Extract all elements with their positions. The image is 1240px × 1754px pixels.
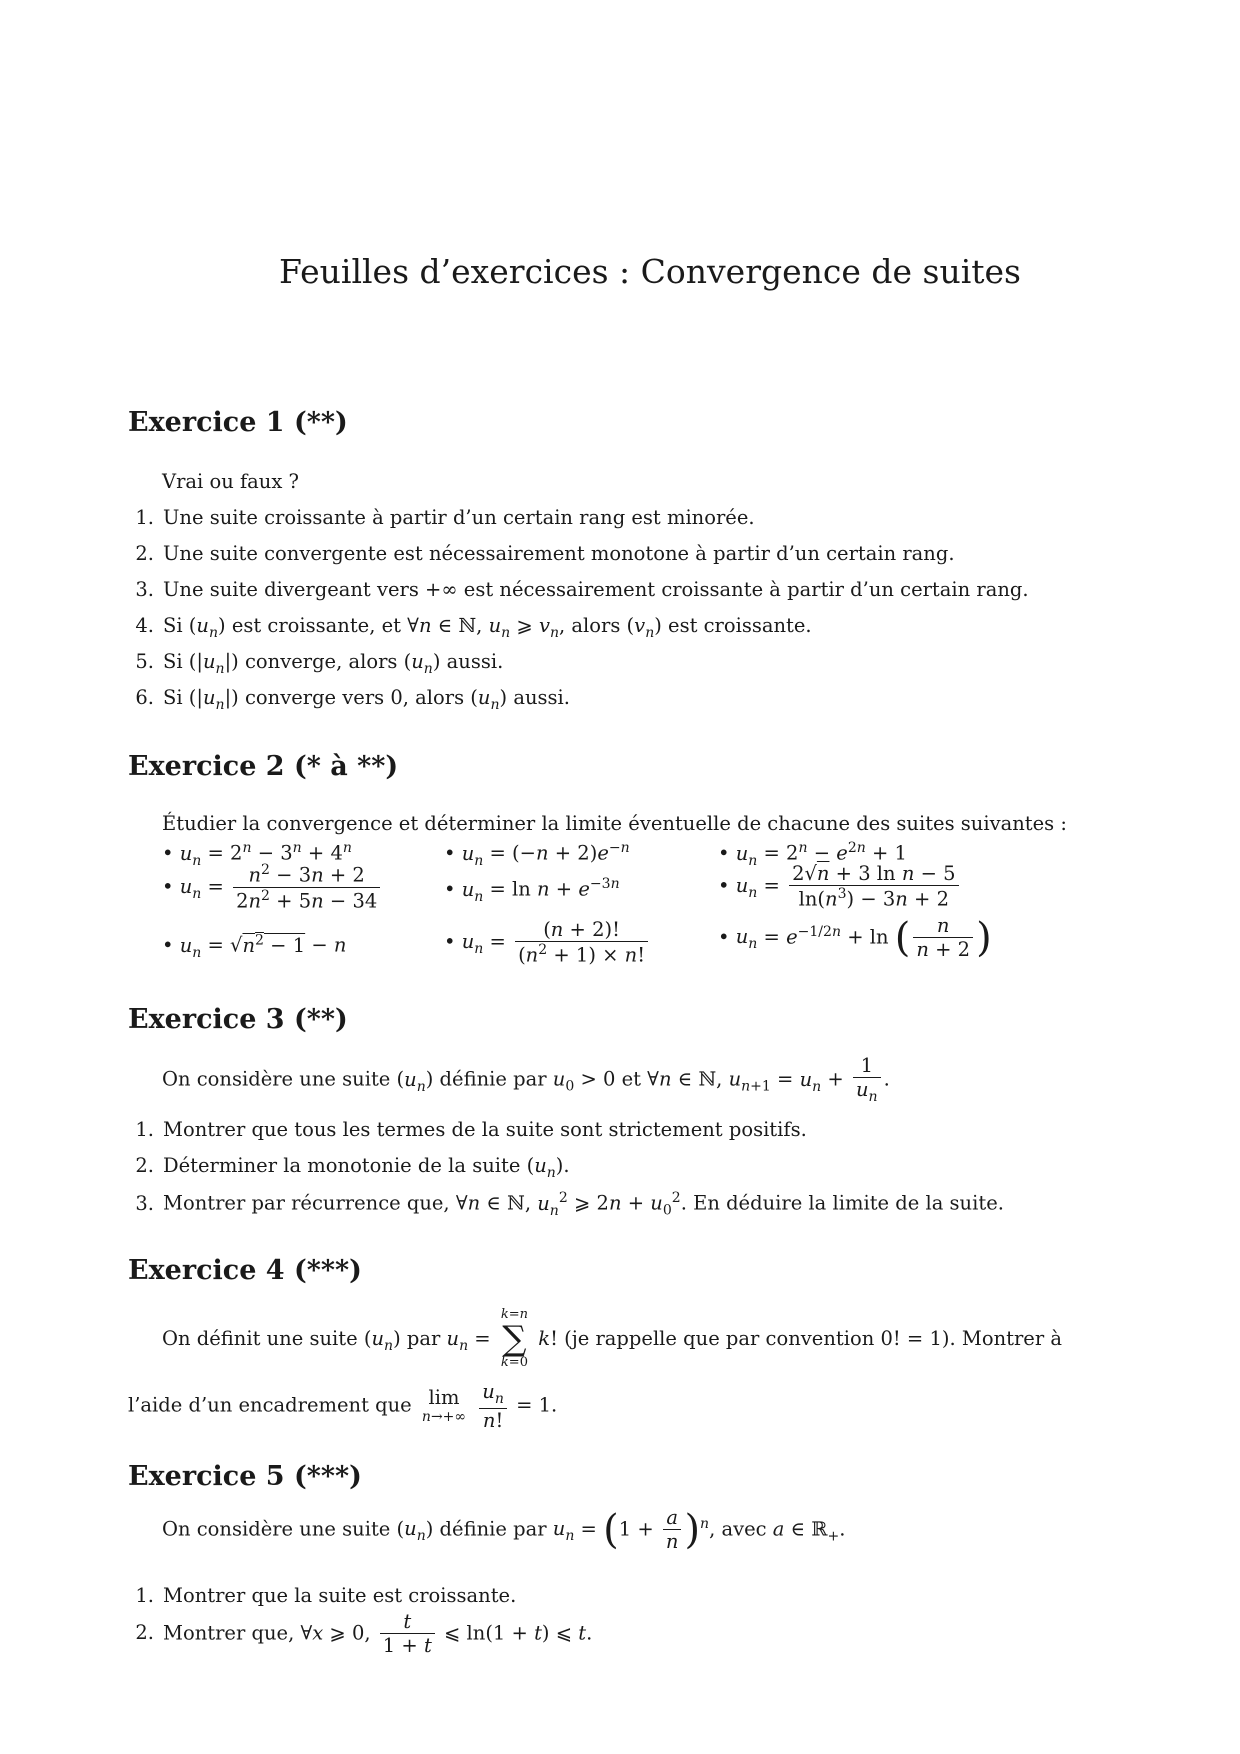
sequence-formula: • $u_n = √n^2 - 1 - n$ [162,932,347,961]
exercise-4-text-b: l’aide d’un encadrement que lim n→+∞ $\frac{u_n}{n!}$ = 1. [128,1380,558,1432]
sequence-formula: • $u_n = \ln n + e^{-3n}$ [444,876,620,905]
page-title: Feuilles d’exercices : Convergence de suites [279,252,1021,291]
sequence-formula: • $u_n$ = $\frac{\text{2√n + 3 ln n − 5}}{\ln(n^3) - 3n + 2}$ [718,862,962,911]
exercise-5-intro: On considère une suite $(u_n)$ définie par $u_n = (1$ + $\frac{a}{n}$ )$^n$, avec a ∈ ℝ$_+$. [162,1506,846,1554]
exercise-5-item-1: 1. Montrer que la suite est croissante. [135,1584,517,1607]
exercise-1-item-5: 5. Si $(|u_n|)$ converge, alors $(u_n)$ aussi. [135,650,504,677]
exercise-5-item-2: 2. Montrer que, ∀x ⩾ 0, $\frac{t}{1 + t}$ ⩽ ln(1 + t) ⩽ t. [135,1610,593,1658]
exercise-1-item-1: 1. Une suite croissante à partir d’un certain rang est minorée. [135,506,755,529]
exercise-1-heading: Exercice 1 (**) [128,407,348,438]
exercise-2-intro: Étudier la convergence et déterminer la limite éventuelle de chacune des suites suivantes : [162,812,1067,835]
sequence-formula: • $u_n = 2^n - e^{2n} + 1$ [718,840,907,869]
exercise-3-item-2: 2. Déterminer la monotonie de la suite $(u_n)$. [135,1154,570,1181]
exercise-1-intro: Vrai ou faux ? [162,470,300,493]
sequence-formula: • $u_n = 2^n - 3^n + 4^n$ [162,840,352,869]
sequence-formula: • $u_n$ = $\frac{(n + 2)!}{(n^2 + 1) \times n!}$ [444,918,651,967]
exercise-3-intro: On considère une suite $(u_n)$ définie par $u_0 > 0$ et ∀n ∈ ℕ, $u_{n+1} = u_n$ + $\frac{1}{u_n}$ . [162,1054,890,1106]
exercise-3-item-1: 1. Montrer que tous les termes de la suite sont strictement positifs. [135,1118,807,1141]
exercise-5-heading: Exercice 5 (***) [128,1461,362,1492]
exercise-1-item-3: 3. Une suite divergeant vers +∞ est nécessairement croissante à partir d’un certain rang. [135,578,1029,601]
exercise-4-text-a: On définit une suite $(u_n)$ par $u_n = k=n$ ∑ k=0 k! (je rappelle que par convention 0! = 1). Montrer à [162,1307,1062,1371]
sequence-formula: • $u_n = (-n + 2)e^{-n}$ [444,840,630,869]
exercise-1-item-6: 6. Si $(|u_n|)$ converge vers 0, alors $(u_n)$ aussi. [135,686,570,713]
exercise-1-item-4: 4. Si $(u_n)$ est croissante, et ∀n ∈ ℕ, $u_n$ ⩾ $v_n$, alors $(v_n)$ est croissante. [135,614,812,641]
exercise-3-heading: Exercice 3 (**) [128,1004,348,1035]
exercise-1-item-2: 2. Une suite convergente est nécessairement monotone à partir d’un certain rang. [135,542,955,565]
sequence-formula: • $u_n = e^{-1/2n} + \ln$ ( $\frac{n}{n + 2}$ ) [718,914,992,962]
sequence-formula: • $u_n$ = $\frac{n^2 - 3n + 2}{2n^2 + 5n - 34}$ [162,862,383,913]
exercise-3-item-3: 3. Montrer par récurrence que, ∀n ∈ ℕ, $u_n^2$ ⩾ $2n + u_0^2$. En déduire la limite de la suite. [135,1190,1004,1219]
exercise-2-heading: Exercice 2 (* à **) [128,751,399,782]
exercise-4-heading: Exercice 4 (***) [128,1255,362,1286]
